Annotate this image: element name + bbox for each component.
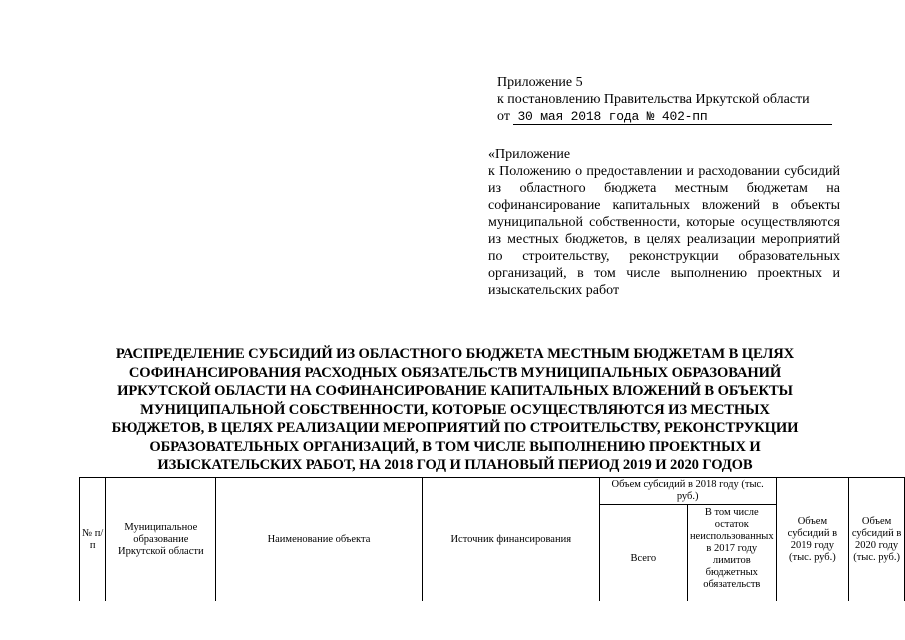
- appendix-date-line: [497, 108, 842, 125]
- document-title: РАСПРЕДЕЛЕНИЕ СУБСИДИЙ ИЗ ОБЛАСТНОГО БЮДЖЕТА МЕСТНЫМ БЮДЖЕТАМ В ЦЕЛЯХ СОФИНАНСИРОВАНИЯ РАСХОДНЫХ ОБЯЗАТЕЛЬСТВ МУНИЦИПАЛЬНЫХ ОБРАЗОВАНИЙ ИРКУТСКОЙ ОБЛАСТИ НА СОФИНАНСИРОВАНИЕ КАПИТАЛЬНЫХ ВЛОЖЕНИЙ В ОБЪЕКТЫ МУНИЦИПАЛЬНОЙ СОБСТВЕННОСТИ, КОТОРЫЕ ОСУЩЕСТВЛЯЮТСЯ ИЗ МЕСТНЫХ БЮДЖЕТОВ, В ЦЕЛЯХ РЕАЛИЗАЦИИ МЕРОПРИЯТИЙ ПО СТРОИТЕЛЬСТВУ, РЕКОНСТРУКЦИИ ОБРАЗОВАТЕЛЬНЫХ ОРГАНИЗАЦИЙ, В ТОМ ЧИСЛЕ ВЫПОЛНЕНИЮ ПРОЕКТНЫХ И ИЗЫСКАТЕЛЬСКИХ РАБОТ, НА 2018 ГОД И ПЛАНОВЫЙ ПЕРИОД 2019 И 2020 ГОДОВ: [111, 346, 799, 473]
- col-header-2018-unused: В том числе остаток неиспользованных в 2017 году лимитов бюджетных обязательств: [687, 505, 776, 602]
- appendix-header: [497, 74, 842, 125]
- appendix-decree: к постановлению Правительства Иркутской области: [497, 92, 810, 107]
- annex-reference: [488, 146, 840, 299]
- col-header-number: № п/п: [80, 478, 106, 602]
- annex-body: к Положению о предоставлении и расходовании субсидий из областного бюджета местным бюджетам на софинансирование капитальных вложений в объекты муниципальной собственности, которые осуществляются из местных бюджетов, в целях реализации мероприятий по строительству, реконструкции образовательных организаций, в том числе выполнению проектных и изыскательских работ: [488, 164, 840, 298]
- col-header-source: Источник финансирования: [422, 478, 599, 602]
- col-header-2019: Объем субсидий в 2019 году (тыс. руб.): [776, 478, 849, 602]
- appendix-date-value: 30 мая 2018 года № 402-пп: [513, 109, 832, 125]
- col-header-municipality: Муниципальное образование Иркутской области: [106, 478, 216, 602]
- col-header-object: Наименование объекта: [216, 478, 423, 602]
- appendix-number: Приложение 5: [497, 75, 583, 90]
- col-header-2018-group: Объем субсидий в 2018 году (тыс. руб.): [599, 478, 776, 505]
- col-header-2020: Объем субсидий в 2020 году (тыс. руб.): [849, 478, 905, 602]
- appendix-date-prefix: от: [497, 109, 510, 124]
- subsidy-table: [79, 477, 905, 601]
- col-header-2018-total: Всего: [599, 505, 687, 602]
- annex-heading: «Приложение: [488, 147, 571, 162]
